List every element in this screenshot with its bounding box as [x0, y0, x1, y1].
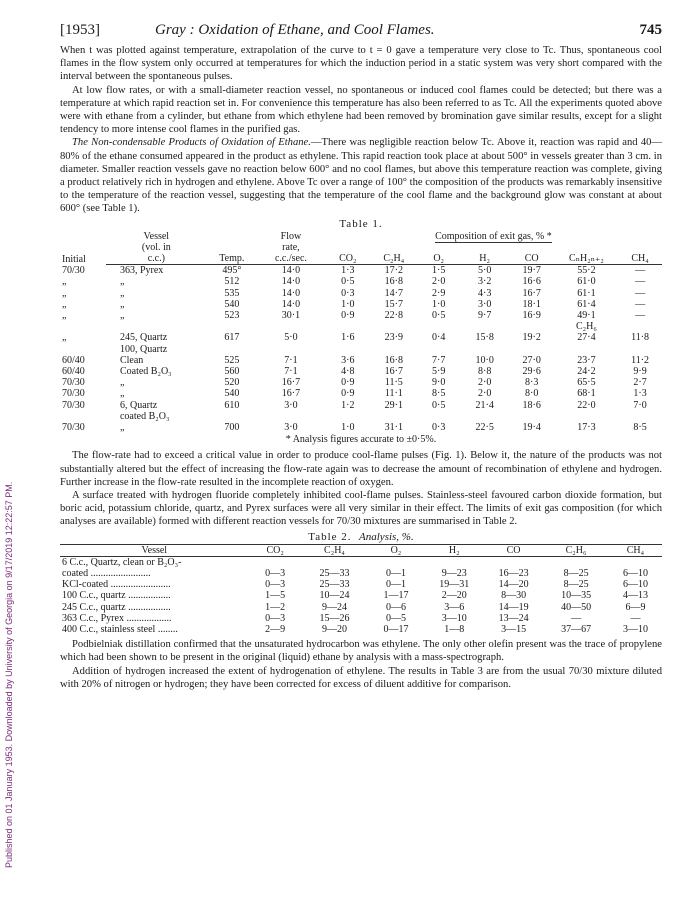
t1-cell-ch4: — [635, 310, 646, 322]
t1-cell-initial: „ [62, 287, 67, 299]
t1-cell-temp: 700 [224, 422, 240, 434]
header-year: [1953] [60, 22, 100, 38]
t1-cell-ch4: — [635, 276, 646, 288]
t2-cell-value [367, 556, 424, 568]
t1-cell-ch4: 8·5 [633, 422, 647, 434]
t1-cell-h2: 3·0 [477, 298, 492, 310]
running-header [60, 22, 662, 44]
t1-cell-ch4: 1·3 [633, 388, 647, 400]
t1-cell-co2: 1·6 [341, 332, 355, 344]
t2-cell-value: 3—15 [501, 623, 527, 635]
t1-h-composition: Composition of exit gas, % * [435, 230, 552, 242]
t1-cell-h2: 8·8 [477, 366, 492, 378]
t1-h-h2: H₂ [461, 253, 509, 265]
t2-cell-value: — [630, 612, 641, 624]
t2-cell-value: 3—10 [622, 623, 648, 635]
t1-cell-o2: 0·5 [432, 310, 446, 322]
t1-h-initial-0: Initial [62, 253, 86, 265]
table-row [60, 332, 662, 343]
t2-cell-value: 0—3 [265, 612, 286, 624]
t1-cell-c2h4: 16·7 [384, 366, 403, 378]
t1-cell-flow: 7·1 [284, 366, 298, 378]
t1-cell-temp: 525 [224, 354, 240, 366]
t2-cell-value: 40—50 [561, 601, 592, 613]
t1-cell-alk [555, 344, 618, 355]
t1-cell-alk: 17·3 [577, 422, 596, 434]
table-row [60, 613, 662, 624]
t1-cell-o2: 5·9 [432, 366, 446, 378]
t1-cell-initial: „ [62, 332, 67, 344]
table-row [60, 624, 662, 635]
t2-cell-value: 13—24 [498, 612, 529, 624]
t1-cell-co2: 0·5 [341, 276, 355, 288]
table-row [60, 411, 662, 422]
t1-cell-flow: 16·7 [281, 388, 301, 400]
t1-cell-c2h4: 16·8 [384, 276, 403, 288]
t2-cell-value: 0—5 [385, 612, 406, 624]
t1-cell-flow: 3·0 [284, 399, 298, 411]
t2-cell-value: 1—2 [265, 601, 286, 613]
t1-cell-flow: 3·0 [284, 422, 298, 434]
paragraph: Addition of hydrogen increased the extent of hydrogenation of ethylene. The results in Table 3 are from the usual 70/30 mixture diluted with 20% of nitrogen or hydrogen; they have been corrected for excess of diluent additive for comparison. [60, 665, 662, 690]
t1-cell-ch4 [618, 344, 662, 355]
t2-cell-value [484, 556, 543, 568]
t1-cell-vessel: 363, Pyrex [119, 265, 164, 277]
t1-cell-h2: 2·0 [477, 377, 492, 389]
t1-cell-flow: 16·7 [281, 377, 301, 389]
t2-header-cell: Vessel [60, 544, 249, 556]
t1-cell-initial: 60/40 [62, 366, 85, 378]
t1-h-vessel-2: c.c.) [106, 253, 207, 265]
t1-cell-co: 18·1 [522, 298, 541, 310]
t1-cell-vessel: Coated B₂O₃ [119, 366, 172, 378]
t2-cell-value: 10—24 [319, 590, 350, 602]
t2-cell-value: 3—6 [444, 601, 465, 613]
t1-cell-o2: 0·3 [432, 422, 446, 434]
table-row [60, 568, 662, 579]
t1-cell-vessel: „ [119, 276, 125, 288]
t2-cell-value: 19—31 [439, 579, 470, 591]
t1-cell-h2: 9·7 [477, 310, 492, 322]
table-row [60, 265, 662, 277]
t1-cell-alk: 61·1 [577, 287, 596, 299]
t2-cell-value: 0—1 [385, 567, 406, 579]
table-row [60, 400, 662, 411]
t2-cell-vessel: 245 C.c., quartz ................. [62, 601, 171, 613]
t1-cell-vessel: Clean [119, 354, 144, 366]
t1-cell-ch4: 9·9 [633, 366, 647, 378]
t1-cell-h2: 5·0 [477, 265, 492, 277]
t1-cell-co2: 3·6 [341, 354, 355, 366]
t1-cell-vessel: 100, Quartz [119, 343, 168, 355]
t1-cell-alk: 49·1 [577, 310, 596, 322]
t1-h-flow-1: rate, [282, 241, 300, 253]
t1-cell-c2h4 [371, 344, 417, 355]
t1-cell-co: 16·9 [522, 310, 541, 322]
t2-cell-vessel: 363 C.c., Pyrex .................. [62, 612, 172, 624]
t2-cell-value: 0—1 [385, 579, 406, 591]
section-paragraph [60, 136, 662, 215]
t1-cell-temp: 495° [222, 265, 242, 277]
t1-cell-alk: 68·1 [577, 388, 596, 400]
t2-cell-value: 8—25 [563, 567, 589, 579]
t1-cell-c2h4: 11·1 [384, 388, 403, 400]
paragraph: At low flow rates, or with a small-diameter reaction vessel, no spontaneous or induced cool flames could be detected; but there was a temperature at which rapid reaction set in. For convenience this temperature has also been referred to as Tc. All the experiments quoted above were with ethane from a cylinder, but ethane from which ethylene had been removed by bromination gave similar results, except for a slight tendency to more intense cool flames in the purified gas. [60, 84, 662, 136]
t1-cell-flow: 14·0 [281, 298, 301, 310]
table-row [60, 366, 662, 377]
table-row [60, 310, 662, 321]
t1-cell-o2: 8·5 [432, 388, 446, 400]
t1-cell-vessel: „ [119, 377, 125, 389]
t2-cell-value: 25—33 [319, 567, 350, 579]
t1-cell-initial: 70/30 [62, 264, 85, 276]
table-row [60, 355, 662, 366]
t1-cell-ch4: 2·7 [633, 377, 647, 389]
t1-cell-h2: 2·0 [477, 388, 492, 400]
t1-cell-o2: 2·9 [432, 287, 446, 299]
t1-cell-c2h4: 22·8 [384, 310, 403, 322]
t1-cell-initial: 70/30 [62, 388, 85, 400]
t1-cell-vessel: „ [119, 310, 125, 322]
t1-cell-vessel: „ [119, 422, 125, 434]
table-row [60, 602, 662, 613]
table-row [60, 422, 662, 433]
t2-cell-value: 16—23 [498, 567, 529, 579]
t2-cell-value [425, 556, 484, 568]
table1 [60, 231, 662, 434]
t1-cell-c2h4: 14·7 [384, 287, 403, 299]
table2 [60, 544, 662, 636]
t1-cell-o2: 0·5 [432, 399, 446, 411]
t1-cell-h2 [461, 411, 509, 422]
t1-cell-alk: 22·0 [577, 399, 596, 411]
t1-cell-alk [555, 411, 618, 422]
t1-h-ch4: CH₄ [618, 253, 662, 265]
t2-cell-vessel: KCl-coated ........................ [62, 579, 171, 591]
t1-cell-c2h4: 15·7 [384, 298, 403, 310]
t2-header-cell: O₂ [367, 544, 424, 556]
t1-cell-flow: 14·0 [281, 265, 301, 277]
t1-cell-co2: 1·3 [341, 265, 355, 277]
t2-cell-value: 0—3 [265, 579, 286, 591]
t2-header-cell: CH₄ [609, 544, 662, 556]
t1-cell-o2 [417, 411, 461, 422]
t1-cell-co2: 4·8 [341, 366, 355, 378]
t2-cell-value: 14—19 [498, 601, 529, 613]
t2-cell-value: 4—13 [622, 590, 648, 602]
t2-header-cell: H₂ [425, 544, 484, 556]
t2-cell-value: 6—10 [622, 579, 648, 591]
t1-cell-flow: 7·1 [284, 354, 298, 366]
t1-cell-temp: 610 [224, 399, 240, 411]
t1-cell-co2 [325, 344, 371, 355]
t1-cell-co2 [325, 411, 371, 422]
t1-cell-vessel: 245, Quartz [119, 332, 168, 344]
t1-cell-alk: 61·0 [577, 276, 596, 288]
t1-cell-initial: 70/30 [62, 399, 85, 411]
t1-cell-alk: 65·5 [577, 377, 596, 389]
t2-cell-vessel: 100 C.c., quartz ................. [62, 590, 171, 602]
table2-caption-sub: Analysis, %. [359, 530, 414, 543]
paragraph: When t was plotted against temperature, extrapolation of the curve to t = 0 gave a temperature very close to Tc. Thus, spontaneous cool flames in the flow system only occurred at temperatures for which the induction period in a static system was very short compared with the interval between the spontaneous pulses. [60, 45, 662, 83]
t1-cell-temp: 535 [224, 287, 240, 299]
t1-cell-initial: „ [62, 310, 67, 322]
t1-cell-initial: 70/30 [62, 377, 85, 389]
t2-cell-value: 9—20 [321, 623, 347, 635]
t1-cell-co: 19·2 [522, 332, 541, 344]
t1-cell-temp [207, 411, 257, 422]
t1-h-o2: O₂ [417, 253, 461, 265]
t1-cell-co: 29·6 [522, 366, 541, 378]
t1-cell-ch4: — [635, 287, 646, 299]
t2-cell-vessel: 6 C.c., Quartz, clean or B₂O₃- [62, 556, 182, 568]
t1-cell-h2: 22·5 [475, 422, 494, 434]
table2-caption: Table 2. Analysis, %. [308, 530, 414, 543]
t1-cell-o2: 2·0 [432, 276, 446, 288]
t1-h-vessel-1: (vol. in [141, 241, 171, 253]
section-heading: The Non-condensable Products of Oxidation of Ethane. [72, 137, 311, 149]
t2-cell-value: 9—24 [321, 601, 347, 613]
t1-cell-h2: 10·0 [475, 354, 494, 366]
t1-cell-co2: 1·0 [341, 298, 355, 310]
t1-cell-co: 18·6 [522, 399, 541, 411]
t2-cell-value: 9—23 [441, 567, 467, 579]
t2-cell-vessel: coated ........................ [62, 567, 151, 579]
paragraph: The flow-rate had to exceed a critical value in order to produce cool-flame pulses (Fig. 1). Below it, the nature of the products was not substantially altered but the effect of increasing the flow-rate again was to decrease the amount of recombination of ethylene and hydrogen. Further increase in the flow-rate resulted in the incomplete reaction of oxygen. [60, 450, 662, 488]
t1-cell-initial: „ [62, 276, 67, 288]
t1-h-vessel-0: Vessel [143, 230, 170, 242]
t1-cell-o2: 0·4 [432, 332, 446, 344]
t1-cell-o2: 9·0 [432, 377, 446, 389]
t1-cell-c2h4: 11·5 [384, 377, 403, 389]
t1-h-flow-0: Flow [280, 230, 302, 242]
t1-cell-temp: 540 [224, 388, 240, 400]
t2-cell-value: 15—26 [319, 612, 350, 624]
t1-cell-vessel: „ [119, 388, 125, 400]
t1-cell-co2: 1·2 [341, 399, 355, 411]
table-row [60, 288, 662, 299]
t2-cell-value: 10—35 [561, 590, 592, 602]
t2-cell-value: 37—67 [561, 623, 592, 635]
t1-h-flow-2: c.c./sec. [257, 253, 325, 265]
t1-cell-flow: 14·0 [281, 287, 301, 299]
header-running-title: Gray : Oxidation of Ethane, and Cool Flames. [155, 22, 435, 38]
table-row [60, 556, 662, 568]
t1-cell-h2 [461, 344, 509, 355]
t2-cell-value: 25—33 [319, 579, 350, 591]
t1-cell-vessel: coated B₂O₃ [119, 410, 170, 422]
t1-cell-co [509, 344, 555, 355]
t1-cell-co: 16·6 [522, 276, 541, 288]
t1-h-c2h4: C₂H₄ [371, 253, 417, 265]
t1-cell-flow: 5·0 [284, 332, 298, 344]
table-row [60, 388, 662, 399]
t1-cell-co: 8·0 [525, 388, 539, 400]
t1-cell-o2 [417, 344, 461, 355]
t2-cell-value: 2—20 [441, 590, 467, 602]
t1-cell-initial [60, 344, 106, 355]
t2-cell-value [249, 556, 302, 568]
t2-cell-value: 8—30 [501, 590, 527, 602]
t2-cell-value: 14—20 [498, 579, 529, 591]
t1-cell-ch4 [618, 411, 662, 422]
t1-cell-temp: 617 [224, 332, 240, 344]
t2-cell-value: 2—9 [265, 623, 286, 635]
journal-page [60, 22, 662, 691]
t2-cell-value: 6—10 [622, 567, 648, 579]
t1-cell-co2: 1·0 [341, 422, 355, 434]
table-row [60, 377, 662, 388]
t2-header-cell: CO [484, 544, 543, 556]
t1-cell-h2: 21·4 [475, 399, 494, 411]
t1-cell-alk: 23·7 [577, 354, 596, 366]
t2-cell-value [543, 556, 609, 568]
t1-cell-o2: 1·5 [432, 265, 446, 277]
t1-cell-co: 8·3 [525, 377, 539, 389]
download-watermark-text: Published on 01 January 1953. Downloaded by University of Georgia on 9/17/2019 12:22:57 PM. [4, 481, 14, 868]
paragraph: Podbielniak distillation confirmed that the unsaturated hydrocarbon was ethylene. The only other olefin present was the trace of propylene which had been shown to be present in the original (liquid) ethane by analysis with a mass-spectrograph. [60, 639, 662, 664]
t2-header-cell: C₂H₆ [543, 544, 609, 556]
t1-cell-ch4: 11·8 [631, 332, 650, 344]
t1-cell-ch4: 11·2 [631, 354, 650, 366]
t1-cell-temp: 520 [224, 377, 240, 389]
table-row [60, 590, 662, 601]
t1-cell-c2h4: 16·8 [384, 354, 403, 366]
t2-cell-value: 0—6 [385, 601, 406, 613]
t1-cell-flow: 30·1 [281, 310, 301, 322]
t1-cell-co: 27·0 [522, 354, 541, 366]
t2-cell-value: 0—17 [383, 623, 409, 635]
table-row [60, 579, 662, 590]
t1-cell-co: 16·7 [522, 287, 541, 299]
t1-cell-temp: 512 [224, 276, 240, 288]
t1-h-co2: CO₂ [325, 253, 371, 265]
t1-cell-co [509, 411, 555, 422]
t1-cell-flow: 14·0 [281, 276, 301, 288]
t1-cell-c2h4 [371, 411, 417, 422]
t1-cell-vessel: 6, Quartz [119, 399, 158, 411]
t1-cell-temp: 523 [224, 310, 240, 322]
t1-cell-alk: 27·4 [577, 332, 596, 344]
t1-h-co: CO [509, 253, 555, 265]
t2-cell-value: 1—5 [265, 590, 286, 602]
t1-cell-temp: 540 [224, 298, 240, 310]
t1-cell-initial [60, 411, 106, 422]
t1-cell-c2h4: 17·2 [384, 265, 403, 277]
t1-cell-h2: 15·8 [475, 332, 494, 344]
t1-subheading: C₂H₆ [576, 321, 597, 333]
table1-footnote: * Analysis figures accurate to ±0·5%. [285, 434, 437, 446]
t1-cell-flow [257, 344, 325, 355]
t2-cell-value: 1—17 [383, 590, 409, 602]
t2-cell-vessel: 400 C.c., stainless steel ........ [62, 623, 178, 635]
table-row [60, 344, 662, 355]
t1-cell-co: 19·4 [522, 422, 541, 434]
t1-h-alkane: CₙH₂ₙ₊₂ [555, 253, 618, 265]
t1-cell-ch4: — [635, 298, 646, 310]
t1-cell-c2h4: 31·1 [384, 422, 403, 434]
download-watermark [4, 8, 16, 868]
t1-cell-alk: 61·4 [577, 298, 596, 310]
t1-cell-h2: 4·3 [477, 287, 492, 299]
t1-cell-ch4: — [635, 265, 646, 277]
t1-cell-temp [207, 344, 257, 355]
t1-cell-temp: 560 [224, 366, 240, 378]
t1-cell-vessel: „ [119, 287, 125, 299]
t2-cell-value: 6—9 [625, 601, 646, 613]
t1-cell-co: 19·7 [522, 265, 541, 277]
header-page-number: 745 [639, 22, 662, 38]
t1-cell-c2h4: 29·1 [384, 399, 403, 411]
paragraph: A surface treated with hydrogen fluoride completely inhibited cool-flame pulses. Stainless-steel favoured carbon dioxide formation, but boric acid, potassium chloride, quartz, and Pyrex surfaces were all very similar in their effect. The limits of exit gas composition (for which analyses are available) formed with different reaction vessels for 70/30 mixtures are summarised in Table 2. [60, 489, 662, 528]
t1-cell-alk: 55·2 [577, 265, 596, 277]
table-row [60, 299, 662, 310]
t2-cell-value [609, 556, 662, 568]
t1-cell-initial: 60/40 [62, 354, 85, 366]
t2-cell-value: 8—25 [563, 579, 589, 591]
t2-header-cell: C₂H₄ [302, 544, 368, 556]
t1-cell-initial: „ [62, 298, 67, 310]
t1-cell-initial: 70/30 [62, 422, 85, 434]
t1-cell-o2: 7·7 [432, 354, 446, 366]
t2-header-cell: CO₂ [249, 544, 302, 556]
t1-cell-alk: 24·2 [577, 366, 596, 378]
t2-cell-value: 3—10 [441, 612, 467, 624]
t1-cell-o2: 1·0 [432, 298, 446, 310]
t1-cell-vessel: „ [119, 298, 125, 310]
t1-h-temp: Temp. [207, 253, 257, 265]
t2-cell-value [302, 556, 368, 568]
t1-cell-c2h4: 23·9 [384, 332, 403, 344]
table1-caption: Table 1. [339, 217, 383, 230]
section-text: —There was negligible reaction below Tc. Above it, reaction was rapid and 40—80% of the ethane consumed appeared in the product as ethylene. This rapid reaction took place at about 500° in vessels greater than 3 cm. in diameter. Smaller reaction vessels gave no reaction below 600° and no cool flames, but above this temperature reaction was complete, giving a product relatively rich in hydrogen and ethylene. Above Tc over a range of 100° the composition of the products was remarkably insensitive to the temperature of the reaction vessel, suggesting that the temperature of the cool flame and the background glow was constant at about 600° (see Table 1). [60, 137, 663, 215]
t1-cell-flow [257, 411, 325, 422]
t1-cell-h2: 3·2 [477, 276, 492, 288]
t1-cell-co2: 0·3 [341, 287, 355, 299]
t1-cell-co2: 0·9 [341, 388, 355, 400]
t1-cell-co2: 0·9 [341, 377, 355, 389]
t2-cell-value: — [571, 612, 582, 624]
table-row [60, 276, 662, 287]
t1-cell-co2: 0·9 [341, 310, 355, 322]
t1-cell-ch4: 7·0 [633, 399, 647, 411]
t2-cell-value: 0—3 [265, 567, 286, 579]
t2-cell-value: 1—8 [444, 623, 465, 635]
